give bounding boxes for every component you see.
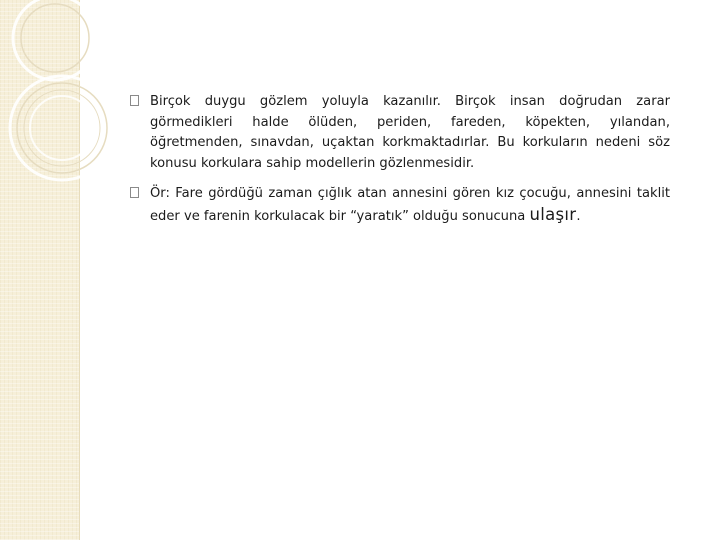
bullet-text-period: .	[576, 208, 581, 224]
bullet-item	[130, 184, 670, 227]
bullet-text	[150, 184, 670, 227]
bullet-text-end: ulaşır	[529, 204, 577, 224]
concentric-rings-icon	[0, 0, 140, 220]
bullet-text: Birçok duygu gözlem yoluyla kazanılır. Birçok insan doğrudan zarar görmedikleri halde ölüden, periden, fareden, köpekten, yılandan, öğretmenden, sınavdan, uçaktan korkmaktadırlar. Bu korkuların nedeni söz konusu korkulara sahip modellerin gözlenmesidir.	[150, 94, 670, 171]
bullet-text-main: Ör: Fare gördüğü zaman çığlık atan annesini gören kız çocuğu, annesini taklit eder ve farenin korkulacak bir “yaratık” olduğu sonucuna	[150, 186, 670, 224]
square-bullet-icon	[130, 187, 139, 198]
slide-content	[130, 92, 670, 237]
bullet-item	[130, 92, 670, 174]
square-bullet-icon	[130, 95, 139, 106]
